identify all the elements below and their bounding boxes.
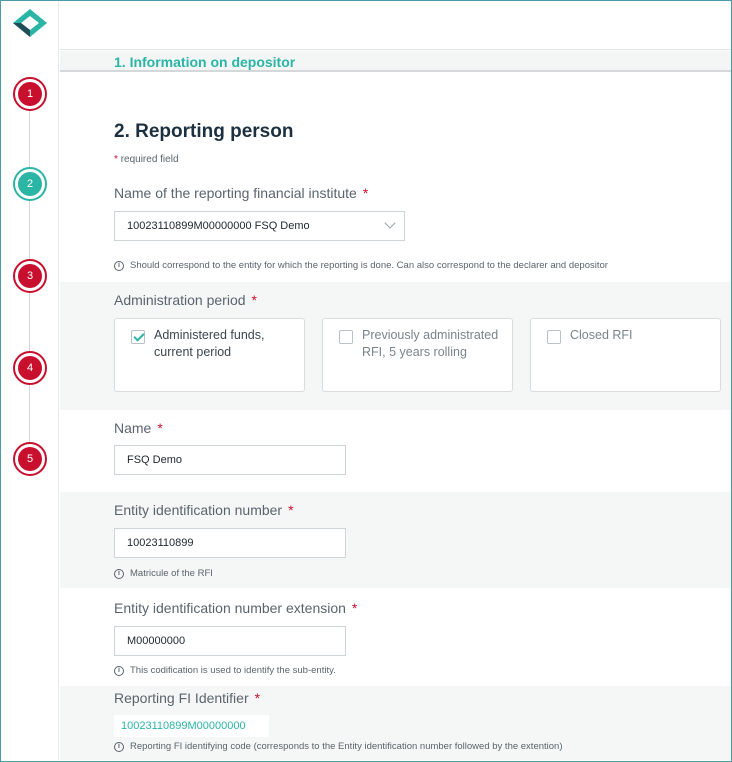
info-icon: i [114, 666, 124, 676]
info-icon: i [114, 742, 124, 752]
section-1-header[interactable] [60, 51, 731, 72]
institute-select-value: 10023110899M00000000 FSQ Demo [127, 220, 310, 232]
period-option-label: Administered funds, current period [154, 328, 265, 359]
checkbox[interactable] [547, 330, 561, 344]
name-input[interactable]: FSQ Demo [114, 445, 346, 475]
period-label: Administration period * [114, 292, 257, 308]
step-2-button[interactable] [13, 167, 47, 201]
entity-ext-label: Entity identification number extension * [114, 600, 358, 616]
fi-identifier-label: Reporting FI Identifier * [114, 690, 261, 706]
entity-id-hint: i Matricule of the RFI [114, 568, 213, 579]
institute-label: Name of the reporting financial institute * [114, 185, 369, 201]
period-option-label: Closed RFI [570, 328, 633, 342]
info-icon: i [114, 569, 124, 579]
checkbox-checked[interactable] [131, 330, 145, 344]
step-1-button[interactable] [13, 77, 47, 111]
entity-ext-hint: i This codification is used to identify the sub-entity. [114, 665, 336, 676]
step-5-number: 5 [18, 447, 42, 471]
fi-identifier-value: 10023110899M00000000 [114, 715, 269, 737]
entity-id-label: Entity identification number * [114, 502, 294, 518]
step-4-number: 4 [18, 356, 42, 380]
chevron-down-icon [384, 217, 395, 228]
step-4-button[interactable] [13, 351, 47, 385]
institute-select[interactable] [114, 211, 405, 241]
info-icon: i [114, 261, 124, 271]
institute-hint: i Should correspond to the entity for which the reporting is done. Can also correspond to the declarer and depositor [114, 260, 608, 271]
step-1-number: 1 [18, 82, 42, 106]
entity-id-input[interactable]: 10023110899 [114, 528, 346, 558]
app-logo-icon [10, 8, 50, 38]
period-option-label: Previously administrated RFI, 5 years rolling [362, 328, 499, 359]
period-option-previous[interactable] [322, 318, 513, 392]
step-sidebar [1, 1, 59, 760]
step-3-number: 3 [18, 264, 42, 288]
entity-ext-input[interactable]: M00000000 [114, 626, 346, 656]
name-label: Name * [114, 420, 163, 436]
fi-identifier-hint: i Reporting FI identifying code (corresponds to the Entity identification number followed by the extention) [114, 741, 563, 752]
section-2-title: 2. Reporting person [114, 121, 294, 142]
section-1-title: 1. Information on depositor [114, 54, 296, 70]
period-option-current[interactable] [114, 318, 305, 392]
required-note: * required field [114, 154, 179, 165]
top-bar [60, 1, 731, 50]
period-option-closed[interactable] [530, 318, 721, 392]
step-3-button[interactable] [13, 259, 47, 293]
step-5-button[interactable] [13, 442, 47, 476]
step-2-number: 2 [18, 172, 42, 196]
checkbox[interactable] [339, 330, 353, 344]
